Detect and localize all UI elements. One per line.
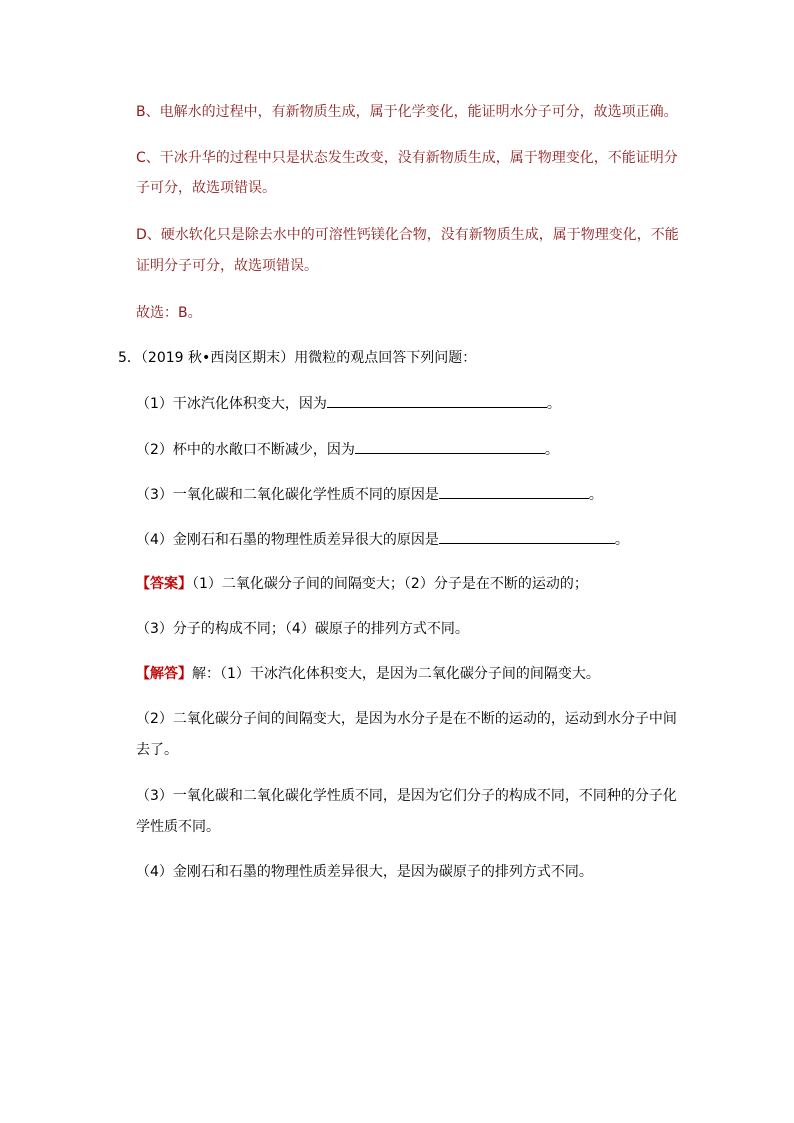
solution-p2-line-2: 去了。 [136, 742, 178, 758]
question-stem [118, 348, 476, 368]
question-text: （2019 秋•西岗区期末）用微粒的观点回答下列问题： [140, 350, 477, 366]
solution-p2-line-1: （2）二氧化碳分子间的间隔变大，是因为水分子是在不断的运动的，运动到水分子中间 [136, 711, 677, 727]
option-b-line-1: B、电解水的过程中，有新物质生成，属于化学变化，能证明水分子可分，故选项正确。 [136, 104, 678, 120]
answer-blank [439, 529, 615, 544]
question-item-3 [136, 484, 603, 505]
answer-line-1 [136, 574, 588, 594]
solution-p3-line-2: 学性质不同。 [136, 819, 220, 835]
option-d-line-2: 证明分子可分，故选项错误。 [136, 258, 318, 274]
item-end: 。 [614, 532, 629, 548]
answer-blank [327, 393, 547, 408]
question-item-4 [136, 529, 629, 550]
answer-blank [355, 439, 545, 454]
answer-blank [439, 484, 589, 499]
option-c-line-1: C、干冰升华的过程中只是状态发生改变，没有新物质生成，属于物理变化，不能证明分 [136, 150, 678, 166]
item-text: （3）一氧化碳和二氧化碳化学性质不同的原因是 [136, 487, 439, 503]
item-text: （4）金刚石和石墨的物理性质差异很大的原因是 [136, 532, 439, 548]
item-end: 。 [588, 487, 603, 503]
answer-text: （1）二氧化碳分子间的间隔变大；（2）分子是在不断的运动的； [192, 576, 588, 592]
question-item-2 [136, 439, 559, 460]
question-number: 5． [118, 350, 141, 366]
answer-label: 【答案】 [136, 576, 192, 592]
question-item-1 [136, 393, 561, 414]
answer-line-2: （3）分子的构成不同；（4）碳原子的排列方式不同。 [136, 621, 469, 637]
final-choice: 故选：B。 [136, 305, 202, 321]
item-end: 。 [546, 396, 561, 412]
item-text: （2）杯中的水敞口不断减少，因为 [136, 442, 355, 458]
solution-p4: （4）金刚石和石墨的物理性质差异很大，是因为碳原子的排列方式不同。 [136, 864, 593, 880]
item-end: 。 [544, 442, 559, 458]
option-d-line-1: D、硬水软化只是除去水中的可溶性钙镁化合物，没有新物质生成，属于物理变化，不能 [136, 227, 679, 243]
solution-text: 解：（1）干冰汽化体积变大，是因为二氧化碳分子间的间隔变大。 [192, 666, 600, 682]
solution-line-1 [136, 664, 600, 684]
solution-label: 【解答】 [136, 666, 192, 682]
option-c-line-2: 子可分，故选项错误。 [136, 180, 276, 196]
solution-p3-line-1: （3）一氧化碳和二氧化碳化学性质不同，是因为它们分子的构成不同，不同种的分子化 [136, 788, 677, 804]
item-text: （1）干冰汽化体积变大，因为 [136, 396, 327, 412]
